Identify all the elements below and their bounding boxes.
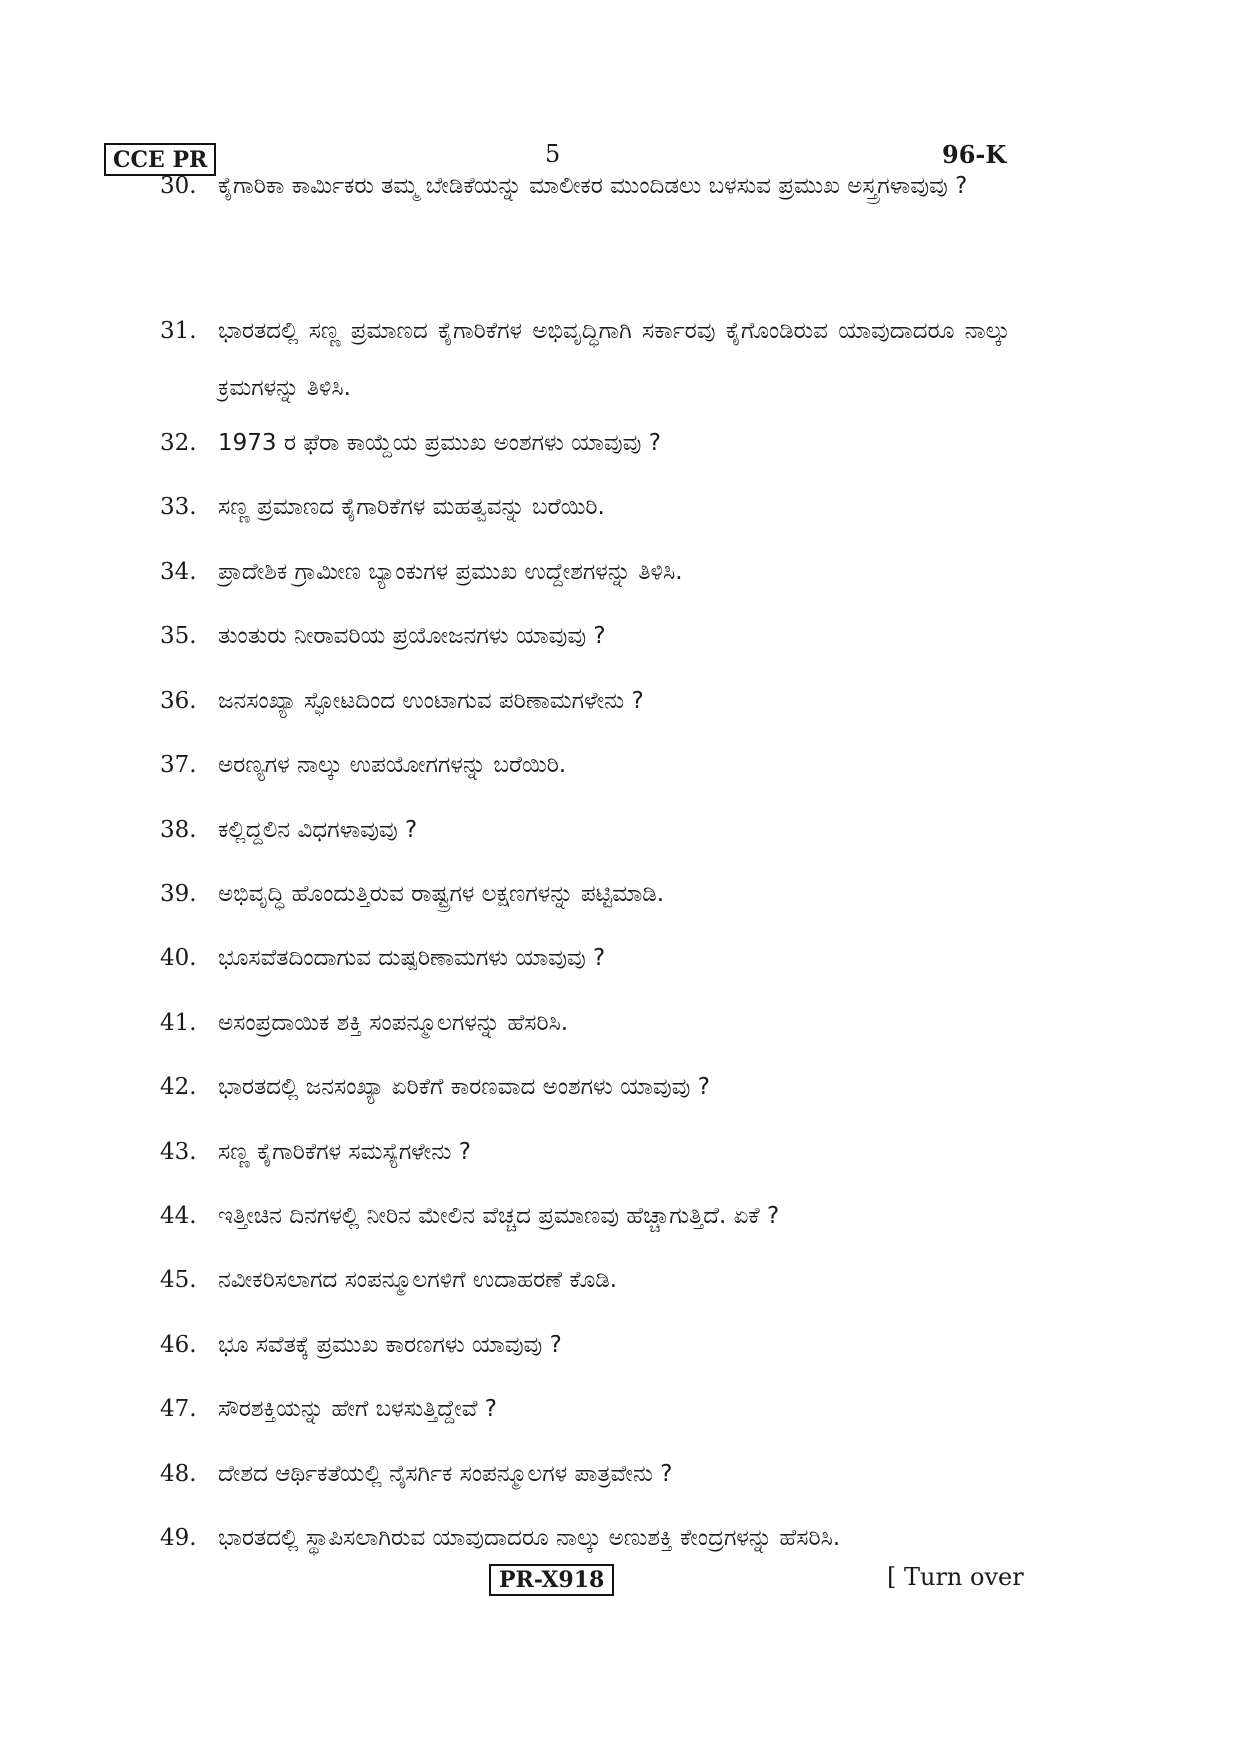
question-item <box>160 802 1010 859</box>
question-number: 49. <box>160 1525 197 1551</box>
question-text: ಸಣ್ಣ ಪ್ರಮಾಣದ ಕೈಗಾರಿಕೆಗಳ ಮಹತ್ವವನ್ನು ಬರೆಯಿರಿ. <box>218 494 605 520</box>
question-number: 48. <box>160 1461 197 1487</box>
header-paper-code: 96-K <box>942 140 1007 169</box>
question-item <box>160 866 1010 923</box>
question-text: ಸಣ್ಣ ಕೈಗಾರಿಕೆಗಳ ಸಮಸ್ಯೆಗಳೇನು ? <box>218 1139 471 1165</box>
question-number: 33. <box>160 494 197 520</box>
question-text: ಸೌರಶಕ್ತಿಯನ್ನು ಹೇಗೆ ಬಳಸುತ್ತಿದ್ದೇವೆ ? <box>218 1396 497 1422</box>
question-item <box>160 158 1010 215</box>
question-item <box>160 1510 1010 1567</box>
question-number: 42. <box>160 1074 197 1100</box>
question-item <box>160 544 1010 601</box>
question-text: ಭೂ ಸವೆತಕ್ಕೆ ಪ್ರಮುಖ ಕಾರಣಗಳು ಯಾವುವು ? <box>218 1332 562 1358</box>
question-item <box>160 1059 1010 1116</box>
question-text: ಇತ್ತೀಚಿನ ದಿನಗಳಲ್ಲಿ ನೀರಿನ ಮೇಲಿನ ವೆಚ್ಚದ ಪ್ರಮಾಣವು ಹೆಚ್ಚಾಗುತ್ತಿದೆ. ಏಕೆ ? <box>218 1203 780 1229</box>
question-item <box>160 673 1010 730</box>
question-item <box>160 479 1010 536</box>
question-item <box>160 1446 1010 1503</box>
page-number: 5 <box>545 140 561 168</box>
question-number: 38. <box>160 817 197 843</box>
question-text: ಕೈಗಾರಿಕಾ ಕಾರ್ಮಿಕರು ತಮ್ಮ ಬೇಡಿಕೆಯನ್ನು ಮಾಲೀಕರ ಮುಂದಿಡಲು ಬಳಸುವ ಪ್ರಮುಖ ಅಸ್ತ್ರಗಳಾವುವು ? <box>218 173 968 199</box>
question-item <box>160 303 1010 417</box>
question-number: 47. <box>160 1396 197 1422</box>
question-text: ನವೀಕರಿಸಲಾಗದ ಸಂಪನ್ಮೂಲಗಳಿಗೆ ಉದಾಹರಣೆ ಕೊಡಿ. <box>218 1267 618 1293</box>
question-text: ಅಸಂಪ್ರದಾಯಿಕ ಶಕ್ತಿ ಸಂಪನ್ಮೂಲಗಳನ್ನು ಹೆಸರಿಸಿ. <box>218 1010 569 1036</box>
question-item <box>160 1317 1010 1374</box>
question-text: ತುಂತುರು ನೀರಾವರಿಯ ಪ್ರಯೋಜನಗಳು ಯಾವುವು ? <box>218 623 606 649</box>
question-text: ಭೂಸವೆತದಿಂದಾಗುವ ದುಷ್ಪರಿಣಾಮಗಳು ಯಾವುವು ? <box>218 945 606 971</box>
question-number: 40. <box>160 945 197 971</box>
question-text: ಭಾರತದಲ್ಲಿ ಜನಸಂಖ್ಯಾ ಏರಿಕೆಗೆ ಕಾರಣವಾದ ಅಂಶಗಳು ಯಾವುವು ? <box>218 1074 710 1100</box>
question-item <box>160 1188 1010 1245</box>
question-item <box>160 1252 1010 1309</box>
question-item <box>160 608 1010 665</box>
question-item <box>160 995 1010 1052</box>
question-number: 37. <box>160 752 197 778</box>
footer-paper-code: PR-X918 <box>489 1564 614 1596</box>
turn-over-note: [ Turn over <box>887 1563 1024 1591</box>
question-number: 43. <box>160 1139 197 1165</box>
question-number: 31. <box>160 318 197 344</box>
question-number: 45. <box>160 1267 197 1293</box>
question-item <box>160 737 1010 794</box>
question-number: 39. <box>160 881 197 907</box>
question-text: ಪ್ರಾದೇಶಿಕ ಗ್ರಾಮೀಣ ಬ್ಯಾಂಕುಗಳ ಪ್ರಮುಖ ಉದ್ದೇಶಗಳನ್ನು ತಿಳಿಸಿ. <box>218 559 683 585</box>
question-number: 34. <box>160 559 197 585</box>
question-text: ಭಾರತದಲ್ಲಿ ಸಣ್ಣ ಪ್ರಮಾಣದ ಕೈಗಾರಿಕೆಗಳ ಅಭಿವೃದ್ಧಿಗಾಗಿ ಸರ್ಕಾರವು ಕೈಗೊಂಡಿರುವ ಯಾವುದಾದರೂ ನಾಲ್ಕು ಕ್ರಮಗಳನ್ನು ತಿಳಿಸಿ. <box>218 318 1010 401</box>
question-number: 46. <box>160 1332 197 1358</box>
question-item <box>160 930 1010 987</box>
question-item <box>160 1124 1010 1181</box>
question-text: ಜನಸಂಖ್ಯಾ ಸ್ಫೋಟದಿಂದ ಉಂಟಾಗುವ ಪರಿಣಾಮಗಳೇನು ? <box>218 688 644 714</box>
question-text: ಕಲ್ಲಿದ್ದಲಿನ ವಿಧಗಳಾವುವು ? <box>218 817 418 843</box>
question-number: 30. <box>160 173 197 199</box>
question-number: 44. <box>160 1203 197 1229</box>
question-text: ಅಭಿವೃದ್ಧಿ ಹೊಂದುತ್ತಿರುವ ರಾಷ್ಟ್ರಗಳ ಲಕ್ಷಣಗಳನ್ನು ಪಟ್ಟಿಮಾಡಿ. <box>218 881 665 907</box>
question-number: 36. <box>160 688 197 714</box>
question-number: 35. <box>160 623 197 649</box>
question-item <box>160 415 1010 472</box>
question-item <box>160 1381 1010 1438</box>
question-text: ಅರಣ್ಯಗಳ ನಾಲ್ಕು ಉಪಯೋಗಗಳನ್ನು ಬರೆಯಿರಿ. <box>218 752 567 778</box>
question-text: ದೇಶದ ಆರ್ಥಿಕತೆಯಲ್ಲಿ ನೈಸರ್ಗಿಕ ಸಂಪನ್ಮೂಲಗಳ ಪಾತ್ರವೇನು ? <box>218 1461 673 1487</box>
question-text: ಭಾರತದಲ್ಲಿ ಸ್ಥಾಪಿಸಲಾಗಿರುವ ಯಾವುದಾದರೂ ನಾಲ್ಕು ಅಣುಶಕ್ತಿ ಕೇಂದ್ರಗಳನ್ನು ಹೆಸರಿಸಿ. <box>218 1525 841 1551</box>
question-number: 32. <box>160 430 197 456</box>
header-exam-code: CCE PR <box>104 143 216 176</box>
question-number: 41. <box>160 1010 197 1036</box>
question-text: 1973 ರ ಫೆರಾ ಕಾಯ್ದೆಯ ಪ್ರಮುಖ ಅಂಶಗಳು ಯಾವುವು ? <box>218 430 661 456</box>
